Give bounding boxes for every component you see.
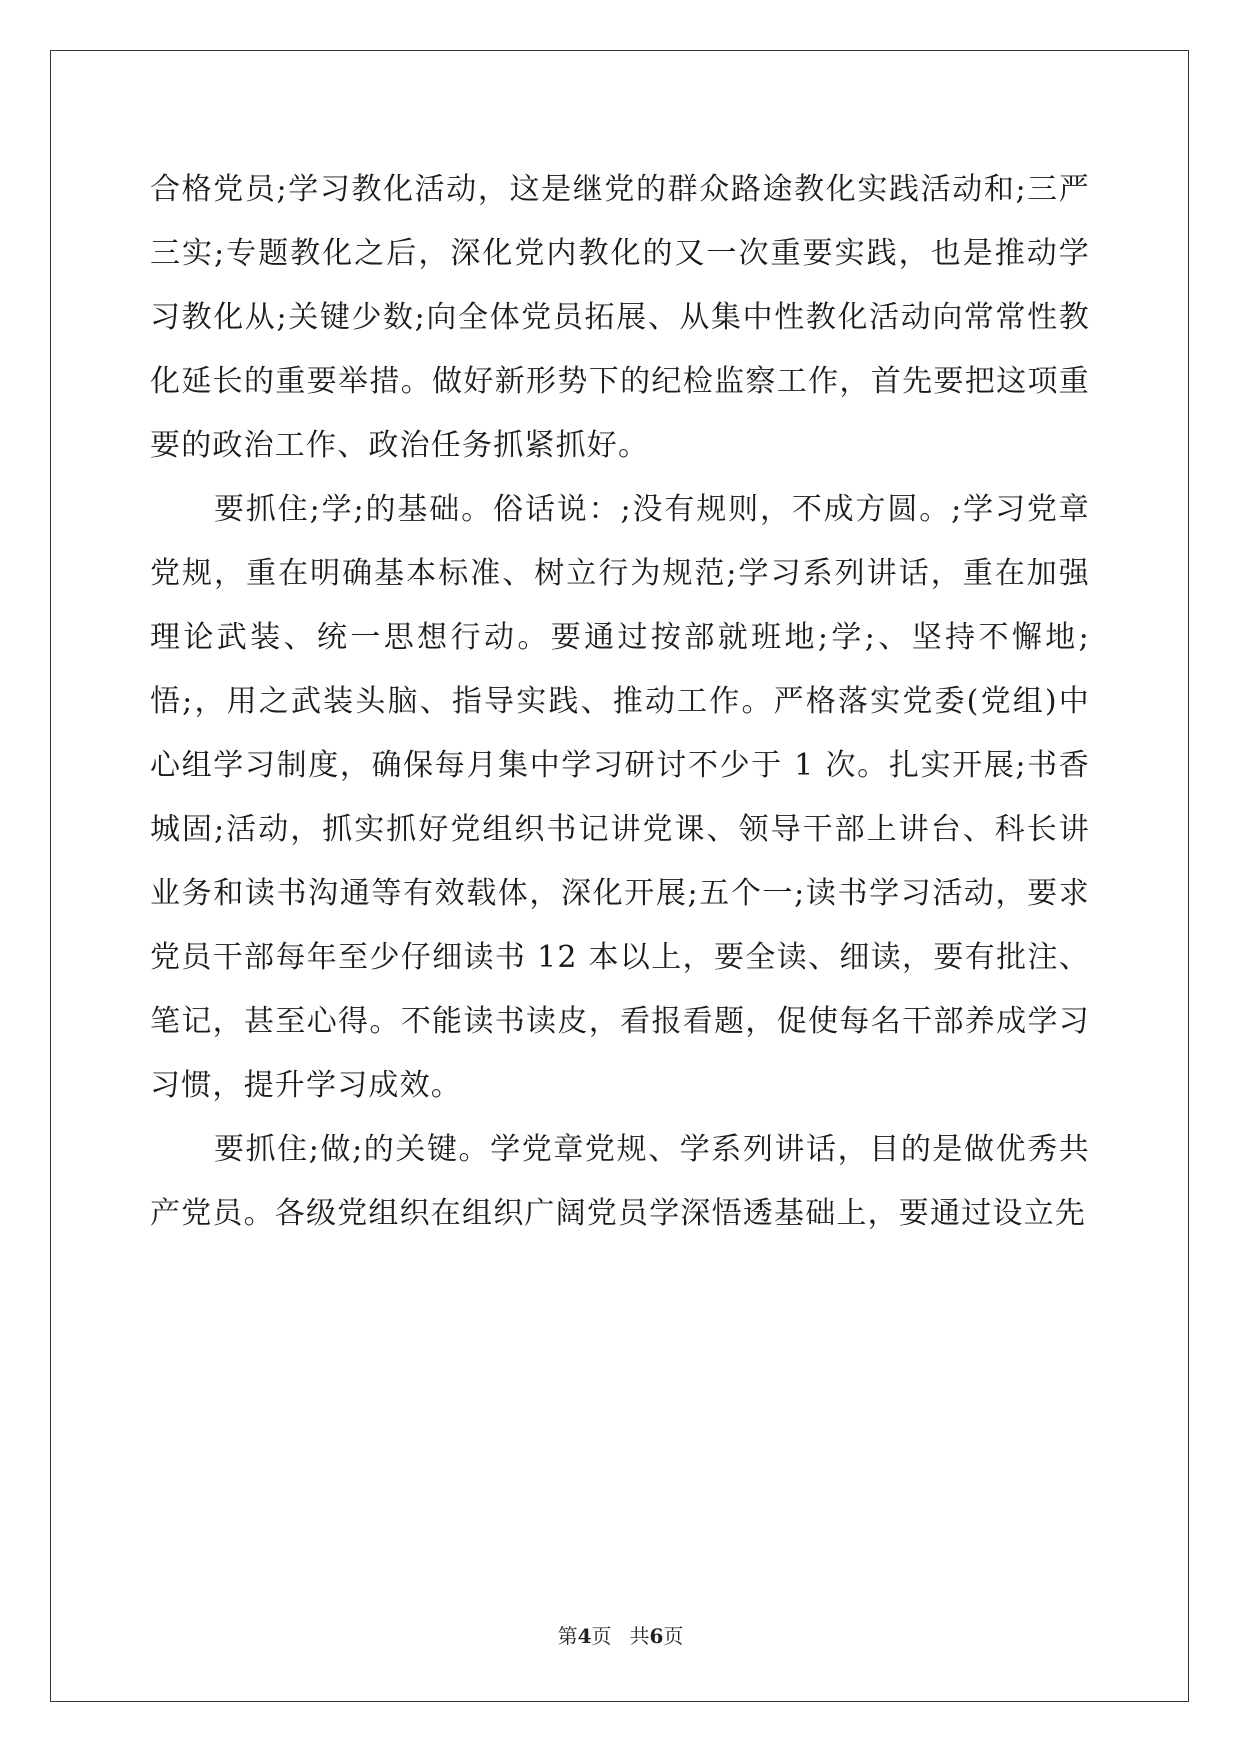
footer-page-number: 4 [577,1624,592,1648]
footer-total-prefix: 共 [629,1624,650,1648]
footer-total-pages: 6 [649,1624,664,1648]
footer-total-suffix: 页 [663,1624,684,1648]
paragraph-practice: 要抓住;做;的关键。学党章党规、学系列讲话，目的是做优秀共产党员。各级党组织在组织广阔党员学深悟透基础上，要通过设立先 [150,1132,1090,1231]
footer-page-prefix: 第 [557,1624,578,1648]
document-body [150,158,1090,1246]
footer-page-suffix: 页 [591,1624,612,1648]
paragraph-study: 要抓住;学;的基础。俗话说：;没有规则，不成方圆。;学习党章党规，重在明确基本标准、树立行为规范;学习系列讲话，重在加强理论武装、统一思想行动。要通过按部就班地;学;、坚持不懈地;悟;，用之武装头脑、指导实践、推动工作。严格落实党委(党组)中心组学习制度，确保每月集中学习研讨不少于 1 次。扎实开展;书香城固;活动，抓实抓好党组织书记讲党课、领导干部上讲台、科长讲业务和读书沟通等有效载体，深化开展;五个一;读书学习活动，要求党员干部每年至少仔细读书 12 本以上，要全读、细读，要有批注、笔记，甚至心得。不能读书读皮，看报看题，促使每名干部养成学习习惯，提升学习成效。 [150,492,1090,1103]
page-footer [0,1620,1241,1649]
paragraph-intro: 合格党员;学习教化活动，这是继党的群众路途教化实践活动和;三严三实;专题教化之后，深化党内教化的又一次重要实践，也是推动学习教化从;关键少数;向全体党员拓展、从集中性教化活动向常常性教化延长的重要举措。做好新形势下的纪检监察工作，首先要把这项重要的政治工作、政治任务抓紧抓好。 [150,172,1090,463]
